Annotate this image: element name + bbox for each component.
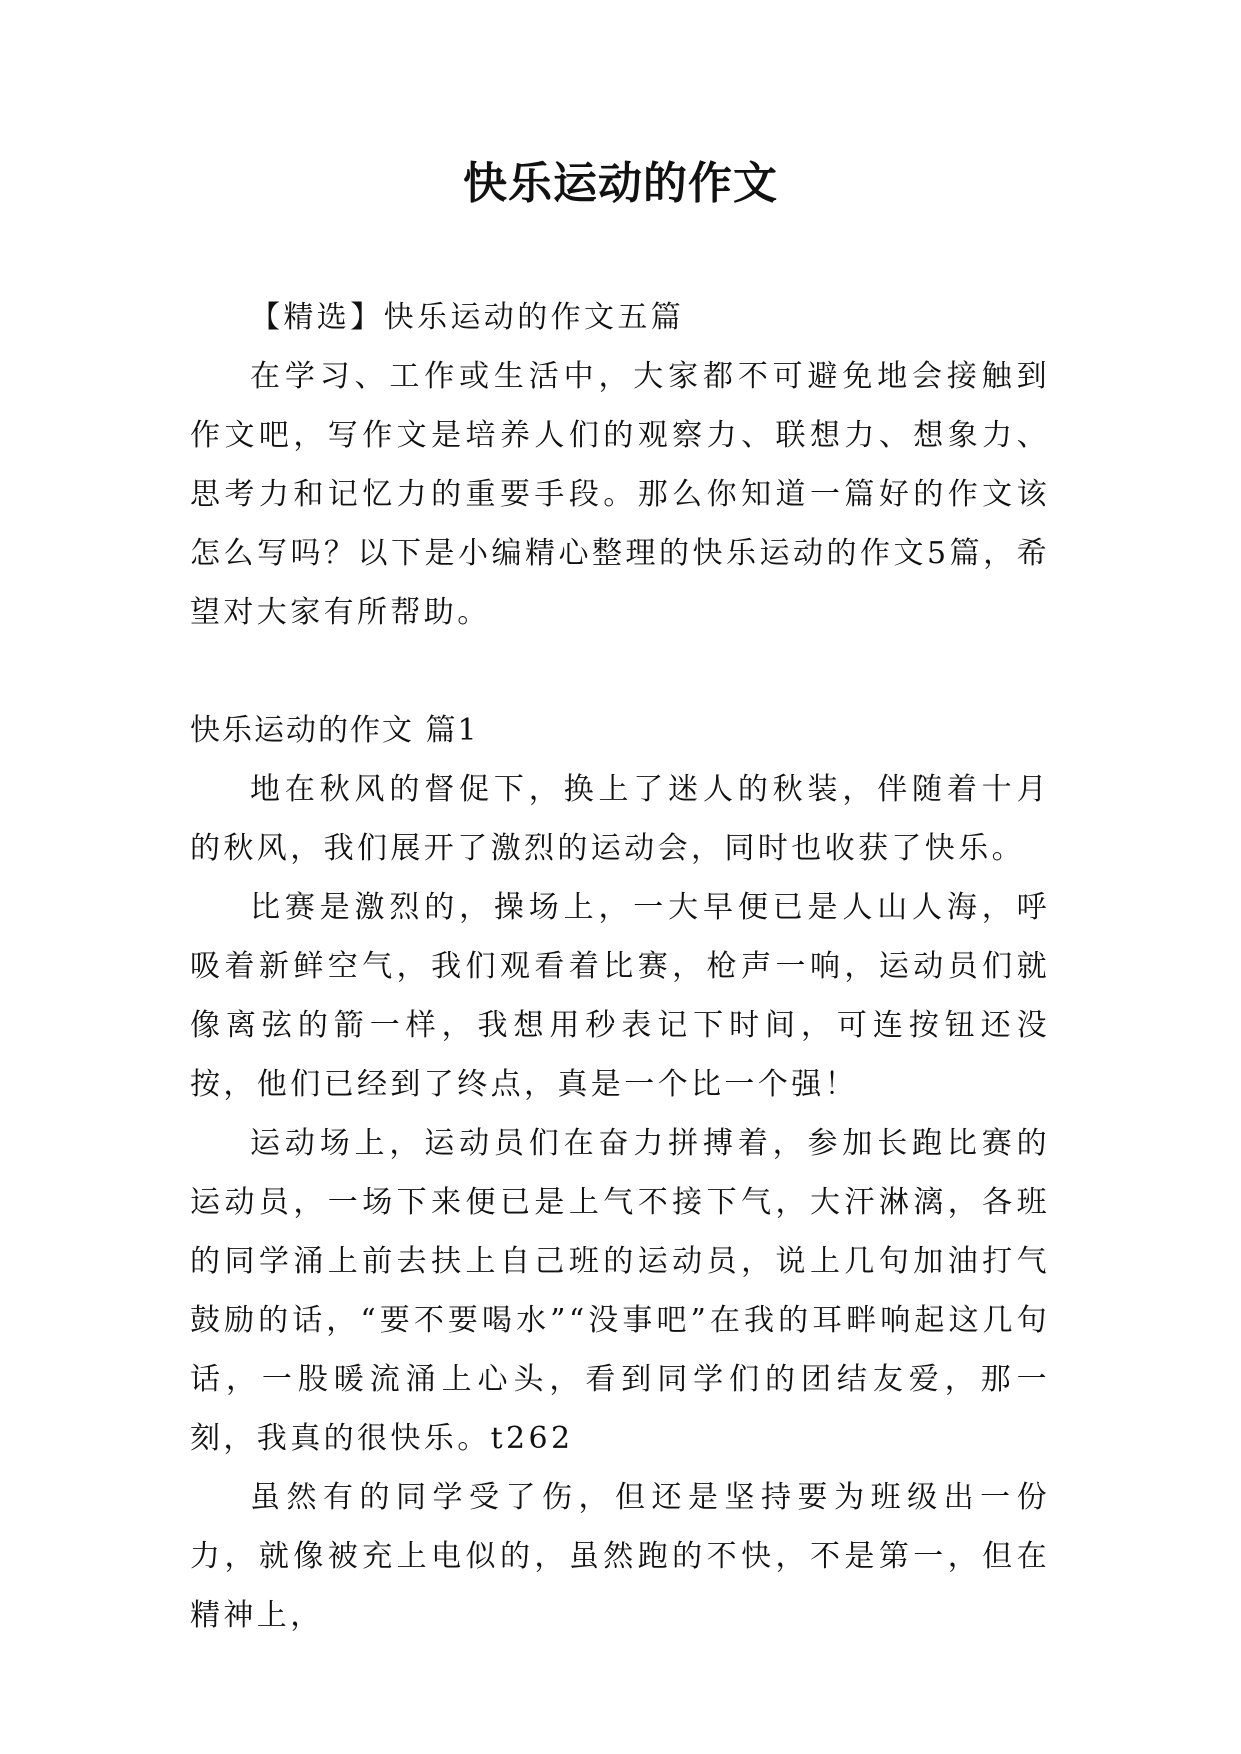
intro-paragraph: 在学习、工作或生活中，大家都不可避免地会接触到作文吧，写作文是培养人们的观察力、联想力、想象力、思考力和记忆力的重要手段。那么你知道一篇好的作文该怎么写吗？以下是小编精心整理的快乐运动的作文5篇，希望对大家有所帮助。	[190, 359, 1050, 630]
paragraph: 运动场上，运动员们在奋力拼搏着，参加长跑比赛的运动员，一场下来便已是上气不接下气，大汗淋漓，各班的同学涌上前去扶上自己班的运动员，说上几句加油打气鼓励的话，“要不要喝水”“没事吧”在我的耳畔响起这几句话，一股暖流涌上心头，看到同学们的团结友爱，那一刻，我真的很快乐。t262	[190, 1126, 1050, 1456]
document-body	[190, 288, 1050, 1645]
section-heading: 快乐运动的作文 篇1	[190, 713, 479, 748]
document-title: 快乐运动的作文	[463, 158, 778, 209]
paragraph: 比赛是激烈的，操场上，一大早便已是人山人海，呼吸着新鲜空气，我们观看着比赛，枪声一响，运动员们就像离弦的箭一样，我想用秒表记下时间，可连按钮还没按，他们已经到了终点，真是一个比一个强！	[190, 890, 1050, 1102]
paragraph: 虽然有的同学受了伤，但还是坚持要为班级出一份力，就像被充上电似的，虽然跑的不快，不是第一，但在精神上，	[190, 1480, 1050, 1633]
paragraph: 地在秋风的督促下，换上了迷人的秋装，伴随着十月的秋风，我们展开了激烈的运动会，同时也收获了快乐。	[190, 772, 1050, 866]
document-subtitle: 【精选】快乐运动的作文五篇	[250, 300, 685, 335]
